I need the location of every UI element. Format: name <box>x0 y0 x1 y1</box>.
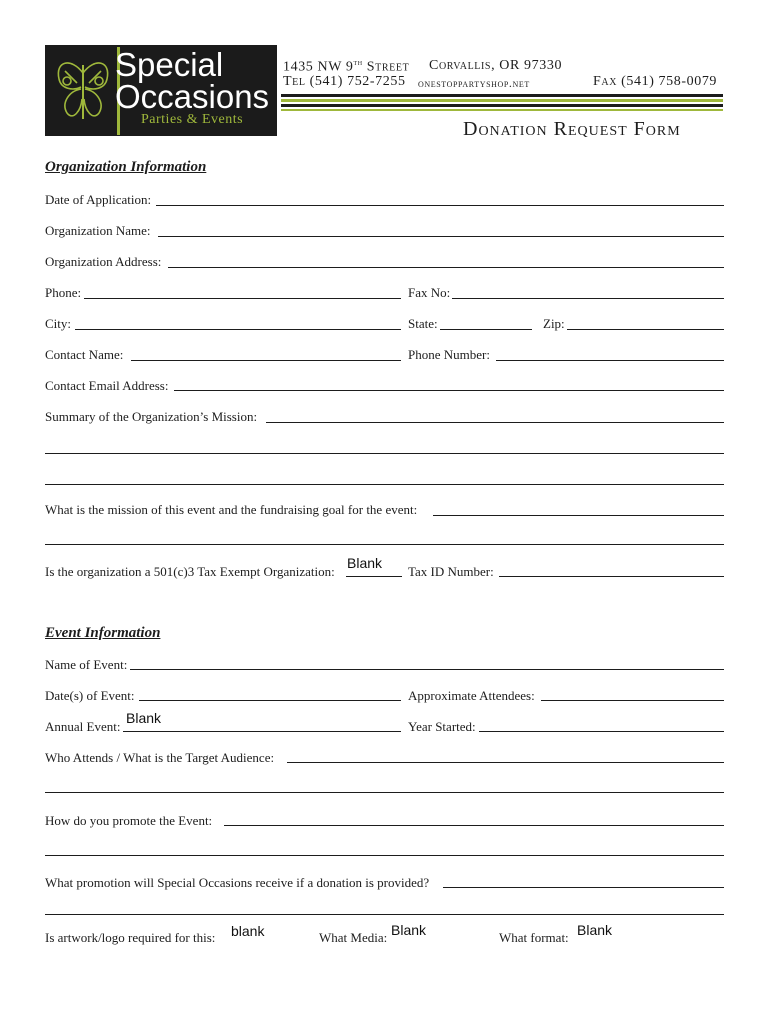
promote-field-line2[interactable] <box>45 855 724 856</box>
event-mission-label: What is the mission of this event and the fundraising goal for the event: <box>45 502 418 517</box>
tax-exempt-field[interactable] <box>346 576 402 577</box>
city-field[interactable] <box>75 329 401 330</box>
brand-tagline: Parties & Events <box>141 112 244 127</box>
mission-summary-label: Summary of the Organization’s Mission: <box>45 409 258 424</box>
phone-number-label: Phone Number: <box>408 347 490 362</box>
brand-name-line2: Occasions <box>115 78 270 115</box>
zip-label: Zip: <box>543 316 565 331</box>
contact-email-field[interactable] <box>174 390 724 391</box>
annual-event-label: Annual Event: <box>45 719 121 734</box>
artwork-required-label: Is artwork/logo required for this: <box>45 930 216 945</box>
tax-id-label: Tax ID Number: <box>408 564 494 579</box>
header-rule-green <box>281 99 723 102</box>
phone-label: Phone: <box>45 285 82 300</box>
approx-attendees-field[interactable] <box>541 700 724 701</box>
tax-id-field[interactable] <box>499 576 724 577</box>
promotion-received-label: What promotion will Special Occasions receive if a donation is provided? <box>45 875 430 890</box>
date-of-application-field[interactable] <box>156 205 724 206</box>
promotion-received-field-line2[interactable] <box>45 914 724 915</box>
header-rule-black <box>281 94 723 97</box>
annual-event-value[interactable]: Blank <box>126 710 162 726</box>
brand-name-line1: Special <box>115 46 224 83</box>
promote-label: How do you promote the Event: <box>45 813 213 828</box>
dates-of-event-label: Date(s) of Event: <box>45 688 135 703</box>
state-field[interactable] <box>440 329 532 330</box>
state-label: State: <box>408 316 438 331</box>
event-mission-field-line2[interactable] <box>45 544 724 545</box>
phone-field[interactable] <box>84 298 401 299</box>
contact-name-label: Contact Name: <box>45 347 124 362</box>
street-suffix: th <box>353 58 363 67</box>
address-city: Corvallis, OR 97330 <box>429 58 563 73</box>
organization-address-label: Organization Address: <box>45 254 162 269</box>
organization-address-field[interactable] <box>168 267 724 268</box>
section-heading-event: Event Information <box>45 625 161 641</box>
annual-event-field[interactable] <box>123 731 401 732</box>
contact-name-field[interactable] <box>131 360 401 361</box>
tax-exempt-label: Is the organization a 501(c)3 Tax Exempt Organization: <box>45 564 335 579</box>
what-format-label: What format: <box>499 930 569 945</box>
address-street <box>283 58 409 76</box>
promotion-received-field[interactable] <box>443 887 724 888</box>
what-media-value[interactable]: Blank <box>391 922 427 938</box>
dates-of-event-field[interactable] <box>139 700 401 701</box>
fax-number: Fax (541) 758-0079 <box>593 74 718 89</box>
promote-field[interactable] <box>224 825 724 826</box>
who-attends-field-line2[interactable] <box>45 792 724 793</box>
name-of-event-label: Name of Event: <box>45 657 128 672</box>
date-of-application-label: Date of Application: <box>45 192 152 207</box>
what-media-label: What Media: <box>319 930 388 945</box>
contact-email-label: Contact Email Address: <box>45 378 169 393</box>
street-name: Street <box>366 59 410 75</box>
who-attends-field[interactable] <box>287 762 724 763</box>
approx-attendees-label: Approximate Attendees: <box>408 688 535 703</box>
form-title: Donation Request Form <box>463 118 681 140</box>
mission-summary-field[interactable] <box>266 422 724 423</box>
organization-name-label: Organization Name: <box>45 223 151 238</box>
header-rule-green-2 <box>281 109 723 111</box>
organization-name-field[interactable] <box>158 236 724 237</box>
header-rule-black-2 <box>281 104 723 107</box>
phone-number-field[interactable] <box>496 360 724 361</box>
fax-no-field[interactable] <box>452 298 724 299</box>
phone-number: Tel (541) 752-7255 <box>283 74 406 89</box>
street-number: 1435 NW 9 <box>283 59 354 75</box>
name-of-event-field[interactable] <box>130 669 724 670</box>
artwork-required-value[interactable]: blank <box>231 923 265 939</box>
zip-field[interactable] <box>567 329 724 330</box>
what-format-value[interactable]: Blank <box>577 922 613 938</box>
tax-exempt-value[interactable]: Blank <box>347 555 383 571</box>
mission-summary-field-line3[interactable] <box>45 484 724 485</box>
section-heading-organization: Organization Information <box>45 159 207 175</box>
year-started-label: Year Started: <box>408 719 476 734</box>
website-link[interactable]: onestoppartyshop.net <box>418 76 530 90</box>
year-started-field[interactable] <box>479 731 724 732</box>
butterfly-emblem-icon <box>51 53 115 127</box>
event-mission-field[interactable] <box>433 515 724 516</box>
city-label: City: <box>45 316 72 331</box>
mission-summary-field-line2[interactable] <box>45 453 724 454</box>
brand-logo <box>45 45 277 136</box>
who-attends-label: Who Attends / What is the Target Audience: <box>45 750 275 765</box>
fax-no-label: Fax No: <box>408 285 451 300</box>
